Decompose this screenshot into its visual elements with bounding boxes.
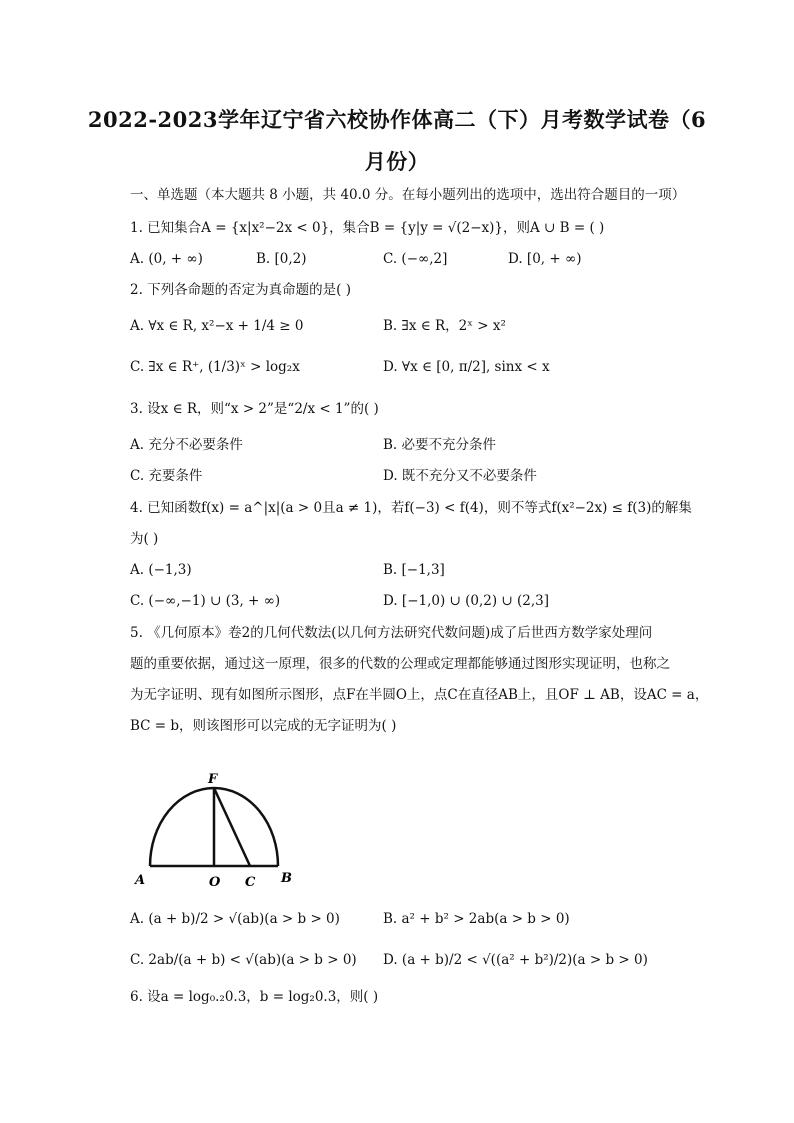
label-b: B [281, 871, 292, 886]
label-o: O [209, 875, 221, 890]
label-f: F [208, 772, 218, 787]
question-5-stem-line2: 题的重要依据，通过这一原理，很多的代数的公理或定理都能够通过图形实现证明，也称之 [130, 656, 670, 672]
question-2-stem: 2. 下列各命题的否定为真命题的是( ) [130, 282, 351, 298]
label-a: A [135, 873, 146, 888]
question-3-option-d: D. 既不充分又不必要条件 [383, 468, 537, 484]
question-1-option-d: D. [0, + ∞) [508, 251, 582, 267]
question-3-stem: 3. 设x ∈ R，则“x > 2”是“2/x < 1”的( ) [130, 401, 379, 417]
question-1-stem: 1. 已知集合A = {x|x²−2x < 0}，集合B = {y|y = √(2−x)}，则A ∪ B = ( ) [130, 220, 605, 236]
question-3-option-b: B. 必要不充分条件 [383, 437, 497, 453]
question-5-option-c: C. 2ab/(a + b) < √(ab)(a > b > 0) [130, 952, 357, 968]
question-2-option-a: A. ∀x ∈ R, x²−x + 1/4 ≥ 0 [130, 318, 304, 334]
label-c: C [245, 875, 256, 890]
question-2-option-b: B. ∃x ∈ R，2ˣ > x² [383, 318, 506, 334]
question-5-stem-line1: 5. 《几何原本》卷2的几何代数法(以几何方法研究代数问题)成了后世西方数学家处理问 [130, 625, 653, 641]
question-1-option-b: B. [0,2) [256, 251, 307, 267]
segment-fc [214, 788, 250, 866]
question-3-option-c: C. 充要条件 [130, 468, 203, 484]
question-2-option-d: D. ∀x ∈ [0, π/2], sinx < x [383, 359, 550, 375]
page-title-line2: 月份） [364, 149, 430, 174]
semicircle-figure [130, 770, 300, 890]
section-heading: 一、单选题（本大题共 8 小题，共 40.0 分。在每小题列出的选项中，选出符合题目的一项） [130, 187, 686, 203]
question-4-option-c: C. (−∞,−1) ∪ (3, + ∞) [130, 593, 281, 609]
question-4-stem-line2: 为( ) [130, 531, 159, 547]
question-5-stem-line4: BC = b，则该图形可以完成的无字证明为( ) [130, 718, 397, 734]
page-title-line1: 2022-2023学年辽宁省六校协作体高二（下）月考数学试卷（6 [87, 107, 707, 132]
question-2-option-c: C. ∃x ∈ R⁺, (1/3)ˣ > log₂x [130, 359, 300, 375]
question-6-stem: 6. 设a = log₀.₂0.3，b = log₂0.3，则( ) [130, 989, 379, 1005]
question-4-option-d: D. [−1,0) ∪ (0,2) ∪ (2,3] [383, 593, 550, 609]
question-5-option-b: B. a² + b² > 2ab(a > b > 0) [383, 911, 570, 927]
question-5-option-a: A. (a + b)/2 > √(ab)(a > b > 0) [130, 911, 340, 927]
question-4-option-b: B. [−1,3] [383, 562, 445, 578]
question-5-stem-line3: 为无字证明、现有如图所示图形，点F在半圆O上，点C在直径AB上，且OF ⊥ AB，设AC = a， [130, 687, 709, 703]
question-3-option-a: A. 充分不必要条件 [130, 437, 243, 453]
question-5-option-d: D. (a + b)/2 < √((a² + b²)/2)(a > b > 0) [383, 952, 648, 968]
question-4-stem-line1: 4. 已知函数f(x) = a^|x|(a > 0且a ≠ 1)，若f(−3) < f(4)，则不等式f(x²−2x) ≤ f(3)的解集 [130, 500, 692, 516]
question-4-option-a: A. (−1,3) [130, 562, 192, 578]
question-1-option-a: A. (0, + ∞) [130, 251, 203, 267]
question-1-option-c: C. (−∞,2] [383, 251, 448, 267]
